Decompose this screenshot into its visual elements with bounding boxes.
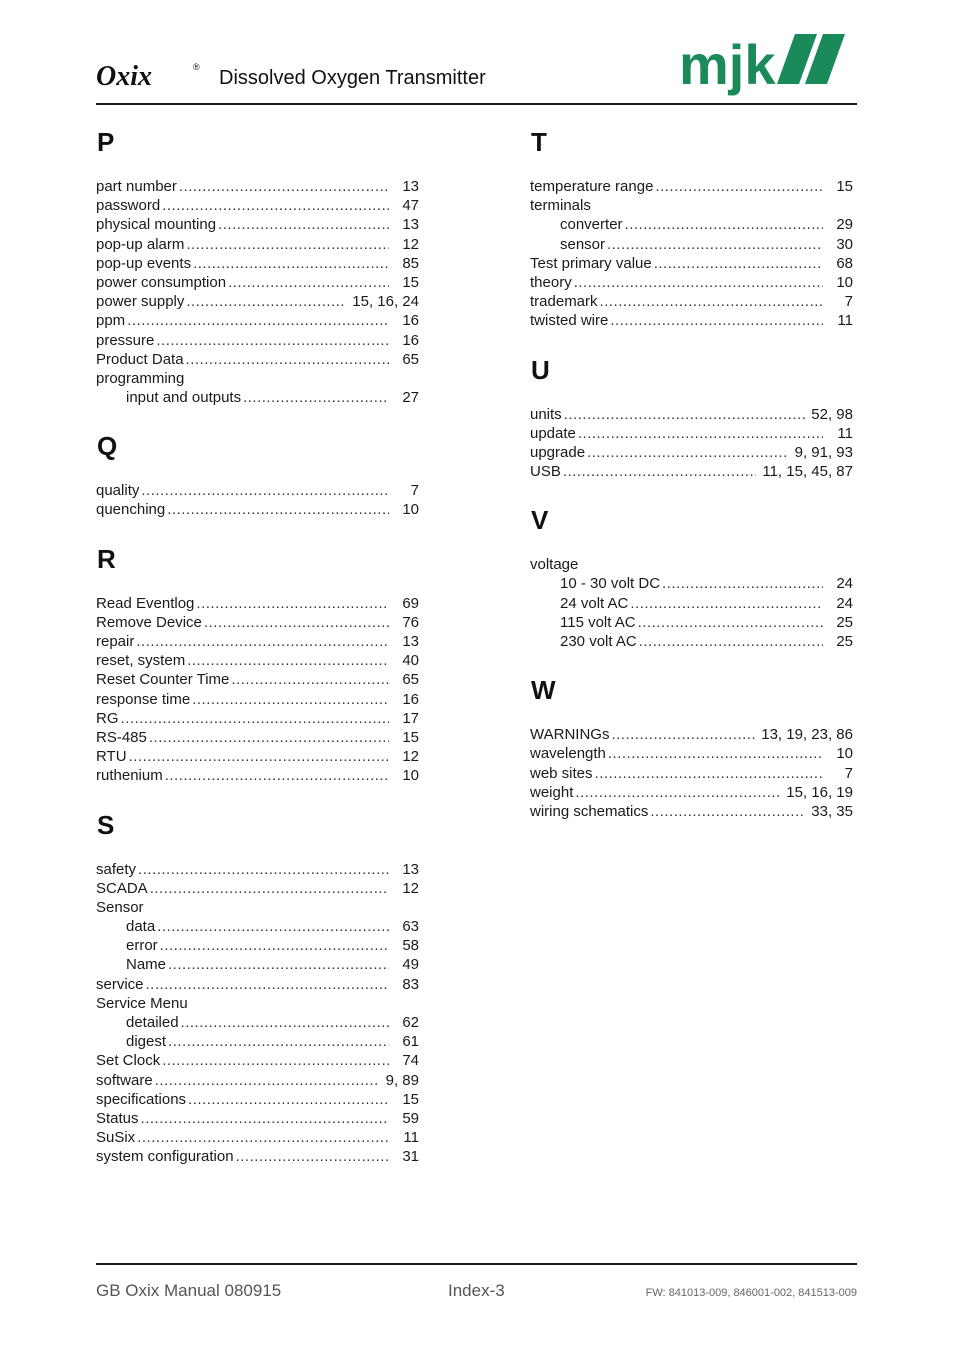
index-entry[interactable]: [530, 555, 853, 574]
index-entries: [96, 860, 419, 1167]
section-letter: T: [531, 127, 547, 157]
dot-leader: [595, 764, 823, 783]
entry-page-ref: 11: [837, 424, 853, 442]
section-letter: S: [97, 809, 115, 840]
index-entry[interactable]: [530, 802, 853, 821]
dot-leader: [160, 936, 389, 955]
dot-leader: [611, 725, 755, 744]
entry-page-ref: 40: [402, 652, 419, 670]
index-entry[interactable]: [96, 311, 419, 330]
dot-leader: [607, 235, 823, 254]
index-entry[interactable]: [530, 725, 853, 744]
dot-leader: [218, 215, 389, 234]
entry-page-ref: 9, 89: [385, 1071, 419, 1089]
index-entry[interactable]: [96, 215, 419, 234]
entry-label: Service Menu: [96, 994, 188, 1012]
entry-label: data: [126, 918, 156, 936]
dot-leader: [187, 651, 389, 670]
dot-leader: [121, 709, 390, 728]
entry-page-ref: 25: [836, 613, 853, 631]
entry-label: Sensor: [96, 898, 144, 916]
index-entry[interactable]: [96, 632, 419, 651]
entry-page-ref: 7: [844, 764, 853, 782]
entry-page-ref: 10: [402, 501, 419, 519]
entry-page-ref: 74: [402, 1052, 419, 1070]
index-entry[interactable]: [96, 975, 419, 994]
entry-page-ref: 15: [402, 1090, 419, 1108]
entry-label: software: [96, 1071, 153, 1089]
footer-firmware: FW: 841013-009, 846001-002, 841513-009: [645, 1287, 857, 1299]
index-entry[interactable]: [530, 744, 853, 763]
index-entry[interactable]: [96, 273, 419, 292]
entry-page-ref: 27: [402, 389, 419, 407]
dot-leader: [186, 350, 389, 369]
entry-page-ref: 16: [402, 331, 419, 349]
index-entry[interactable]: [96, 481, 419, 500]
index-column-left: [96, 122, 419, 1186]
entry-label: web sites: [530, 764, 593, 782]
entry-label: weight: [530, 783, 574, 801]
dot-leader: [156, 331, 389, 350]
entry-label: Name: [126, 956, 167, 974]
index-entry[interactable]: [96, 670, 419, 689]
index-entry[interactable]: [96, 879, 419, 898]
entry-label: reset, system: [96, 652, 186, 670]
index-entries: [530, 555, 853, 651]
entry-page-ref: 13: [402, 178, 419, 195]
dot-leader: [574, 273, 823, 292]
section-letter: V: [531, 505, 549, 536]
header-divider: [96, 103, 857, 105]
entry-page-ref: 76: [402, 613, 419, 631]
index-entry[interactable]: [530, 177, 853, 196]
entry-label: safety: [96, 860, 137, 878]
dot-leader: [146, 975, 389, 994]
entry-page-ref: 33, 35: [811, 802, 853, 820]
index-entries: [96, 594, 419, 786]
entry-page-ref: 10: [402, 767, 419, 785]
dot-leader: [149, 728, 389, 747]
index-entry[interactable]: [96, 235, 419, 254]
footer-manual-name: GB Oxix Manual 080915: [96, 1281, 282, 1300]
entry-label: input and outputs: [126, 389, 242, 407]
dot-leader: [162, 196, 389, 215]
entry-page-ref: 15: [836, 178, 853, 195]
index-entry[interactable]: [530, 764, 853, 783]
entry-label: part number: [96, 178, 177, 195]
entry-label: SuSix: [96, 1129, 136, 1147]
dot-leader: [243, 388, 389, 407]
entry-page-ref: 16: [402, 312, 419, 330]
entry-page-ref: 12: [402, 235, 419, 253]
index-entry[interactable]: [96, 254, 419, 273]
dot-leader: [231, 670, 389, 689]
dot-leader: [165, 766, 389, 785]
index-entry[interactable]: [96, 766, 419, 785]
entry-label: 115 volt AC: [560, 613, 636, 631]
entry-page-ref: 59: [402, 1109, 419, 1127]
entry-label: Product Data: [96, 350, 184, 368]
index-entry[interactable]: [96, 196, 419, 215]
entry-page-ref: 12: [402, 879, 419, 897]
entry-label: error: [126, 937, 158, 955]
entry-label: theory: [530, 273, 572, 291]
entry-label: SCADA: [96, 879, 148, 897]
index-entry[interactable]: [96, 331, 419, 350]
index-entry[interactable]: [530, 254, 853, 273]
index-subentry[interactable]: [96, 388, 419, 407]
dot-leader: [192, 690, 389, 709]
index-entry[interactable]: [96, 747, 419, 766]
index-entry[interactable]: [96, 709, 419, 728]
index-section-w: [530, 670, 853, 821]
dot-leader: [575, 783, 780, 802]
entry-label: RS-485: [96, 728, 147, 746]
entry-page-ref: 63: [402, 918, 419, 936]
entry-label: detailed: [126, 1014, 179, 1031]
entry-page-ref: 83: [402, 975, 419, 993]
entry-page-ref: 13: [402, 216, 419, 234]
entry-label: wavelength: [530, 745, 606, 763]
entry-page-ref: 69: [402, 594, 419, 612]
index-subentry[interactable]: [96, 936, 419, 955]
dot-leader: [155, 1071, 380, 1090]
index-entry[interactable]: [530, 424, 853, 443]
entry-label: quenching: [96, 501, 166, 519]
entry-label: twisted wire: [530, 312, 609, 330]
entry-label: digest: [126, 1033, 167, 1051]
dot-leader: [625, 215, 823, 234]
dot-leader: [186, 292, 346, 311]
index-column-right: [530, 122, 853, 840]
entry-page-ref: 25: [836, 633, 853, 650]
entry-page-ref: 52, 98: [811, 405, 853, 423]
dot-leader: [129, 747, 389, 766]
entry-page-ref: 24: [836, 575, 853, 593]
dot-leader: [150, 879, 389, 898]
entry-label: Set Clock: [96, 1052, 161, 1070]
dot-leader: [228, 273, 389, 292]
dot-leader: [188, 1090, 389, 1109]
entry-page-ref: 7: [410, 482, 419, 500]
index-entries: [96, 481, 419, 519]
entry-label: Reset Counter Time: [96, 671, 230, 689]
entry-label: pop-up events: [96, 254, 192, 272]
dot-leader: [137, 1128, 389, 1147]
entry-page-ref: 11: [837, 312, 853, 330]
index-section-v: [530, 500, 853, 651]
index-entry[interactable]: [530, 196, 853, 215]
entry-label: units: [530, 405, 562, 423]
dot-leader: [162, 1051, 389, 1070]
index-entry[interactable]: [96, 1090, 419, 1109]
entry-label: WARNINGs: [530, 726, 610, 744]
index-subentry[interactable]: [96, 955, 419, 974]
dot-leader: [179, 177, 389, 196]
dot-leader: [141, 481, 389, 500]
index-entry[interactable]: [96, 1071, 419, 1090]
index-subentry[interactable]: [530, 594, 853, 613]
entry-label: sensor: [560, 235, 606, 253]
mjk-logo-icon: [677, 30, 857, 102]
entry-label: 230 volt AC: [560, 633, 637, 650]
index-entry[interactable]: [96, 860, 419, 879]
entry-label: physical mounting: [96, 216, 217, 234]
index-entry[interactable]: [530, 292, 853, 311]
index-entries: [530, 405, 853, 482]
entry-page-ref: 13: [402, 860, 419, 878]
dot-leader: [157, 917, 389, 936]
index-entry[interactable]: [96, 994, 419, 1013]
index-subentry[interactable]: [530, 235, 853, 254]
dot-leader: [181, 1013, 389, 1032]
entry-label: wiring schematics: [530, 802, 649, 820]
entry-label: converter: [560, 216, 623, 234]
entry-label: RG: [96, 709, 119, 727]
entry-page-ref: 65: [402, 671, 419, 689]
entry-label: temperature range: [530, 178, 654, 195]
entry-label: USB: [530, 463, 561, 481]
oxix-logo-icon: [96, 61, 200, 91]
entry-page-ref: 61: [402, 1033, 419, 1051]
page-header: [96, 30, 857, 106]
entry-label: 24 volt AC: [560, 594, 629, 612]
index-entry[interactable]: [96, 1147, 419, 1166]
dot-leader: [141, 1109, 389, 1128]
section-letter: P: [97, 127, 115, 157]
entry-label: ruthenium: [96, 767, 163, 785]
dot-leader: [662, 574, 823, 593]
index-subentry[interactable]: [96, 917, 419, 936]
index-entry[interactable]: [96, 177, 419, 196]
mjk-wordmark: mjk: [679, 33, 776, 96]
entry-page-ref: 13, 19, 23, 86: [761, 726, 853, 744]
index-entry[interactable]: [96, 594, 419, 613]
dot-leader: [639, 632, 823, 651]
entry-page-ref: 11: [403, 1129, 419, 1147]
dot-leader: [196, 594, 389, 613]
entry-page-ref: 47: [402, 197, 419, 215]
entry-label: terminals: [530, 197, 591, 215]
section-letter: U: [531, 354, 550, 385]
index-entry[interactable]: [96, 1109, 419, 1128]
entry-page-ref: 31: [402, 1148, 419, 1166]
entry-label: Status: [96, 1109, 139, 1127]
entry-label: ppm: [96, 312, 126, 330]
dot-leader: [167, 500, 389, 519]
entry-page-ref: 15, 16, 24: [352, 293, 419, 311]
dot-leader: [186, 235, 389, 254]
footer-page-number: Index-3: [448, 1281, 505, 1300]
dot-leader: [608, 744, 823, 763]
entry-label: upgrade: [530, 443, 586, 461]
entry-label: system configuration: [96, 1148, 234, 1166]
dot-leader: [168, 1032, 389, 1051]
entry-page-ref: 24: [836, 594, 853, 612]
entry-page-ref: 29: [836, 216, 853, 234]
section-letter: W: [531, 675, 556, 706]
dot-leader: [168, 955, 389, 974]
index-entry[interactable]: [530, 443, 853, 462]
index-entry[interactable]: [530, 405, 853, 424]
dot-leader: [650, 802, 805, 821]
dot-leader: [564, 405, 806, 424]
dot-leader: [600, 292, 823, 311]
entry-page-ref: 62: [402, 1014, 419, 1031]
index-subentry[interactable]: [530, 632, 853, 651]
entry-label: quality: [96, 482, 140, 500]
entry-label: service: [96, 975, 144, 993]
entry-label: specifications: [96, 1090, 187, 1108]
index-entry[interactable]: [96, 1051, 419, 1070]
registered-mark: ®: [193, 62, 200, 72]
dot-leader: [204, 613, 389, 632]
entry-page-ref: 65: [402, 350, 419, 368]
entry-label: trademark: [530, 293, 598, 311]
dot-leader: [127, 311, 389, 330]
index-section-q: [96, 426, 419, 519]
section-letter: Q: [97, 431, 118, 462]
entry-label: repair: [96, 633, 135, 650]
entry-page-ref: 85: [402, 254, 419, 272]
entry-label: Remove Device: [96, 613, 202, 631]
index-subentry[interactable]: [96, 1013, 419, 1032]
index-entry[interactable]: [96, 369, 419, 388]
entry-page-ref: 7: [844, 293, 853, 311]
entry-page-ref: 68: [836, 254, 853, 272]
entry-page-ref: 49: [402, 956, 419, 974]
index-entry[interactable]: [530, 273, 853, 292]
index-entries: [530, 177, 853, 331]
entry-page-ref: 10: [836, 745, 853, 763]
entry-label: 10 - 30 volt DC: [560, 575, 661, 593]
entry-page-ref: 13: [402, 633, 419, 650]
index-entries: [96, 177, 419, 407]
entry-label: Read Eventlog: [96, 594, 195, 612]
entry-page-ref: 58: [402, 937, 419, 955]
index-entry[interactable]: [96, 690, 419, 709]
index-section-p: [96, 122, 419, 407]
dot-leader: [587, 443, 789, 462]
index-section-u: [530, 350, 853, 482]
entry-page-ref: 15: [402, 273, 419, 291]
entry-page-ref: 30: [836, 235, 853, 253]
entry-label: RTU: [96, 748, 127, 766]
entry-page-ref: 9, 91, 93: [794, 443, 853, 461]
entry-label: pressure: [96, 331, 155, 349]
dot-leader: [236, 1147, 389, 1166]
index-entries: [530, 725, 853, 821]
entry-page-ref: 15: [402, 728, 419, 746]
dot-leader: [655, 177, 823, 196]
index-section-t: [530, 122, 853, 331]
dot-leader: [138, 860, 389, 879]
index-subentry[interactable]: [530, 215, 853, 234]
entry-page-ref: 17: [402, 709, 419, 727]
index-entry[interactable]: [96, 728, 419, 747]
entry-label: pop-up alarm: [96, 235, 185, 253]
oxix-wordmark: Oxix: [96, 61, 152, 91]
index-entry[interactable]: [96, 651, 419, 670]
index-subentry[interactable]: [96, 1032, 419, 1051]
entry-page-ref: 16: [402, 690, 419, 708]
section-letter: R: [97, 543, 116, 574]
entry-page-ref: 10: [836, 273, 853, 291]
index-subentry[interactable]: [530, 613, 853, 632]
dot-leader: [638, 613, 823, 632]
index-entry[interactable]: [530, 783, 853, 802]
entry-label: power consumption: [96, 273, 227, 291]
entry-page-ref: 11, 15, 45, 87: [762, 463, 853, 481]
dot-leader: [630, 594, 823, 613]
dot-leader: [563, 462, 757, 481]
dot-leader: [610, 311, 823, 330]
index-entry[interactable]: [96, 1128, 419, 1147]
index-entry[interactable]: [530, 462, 853, 481]
dot-leader: [193, 254, 389, 273]
index-entry[interactable]: [96, 898, 419, 917]
index-subentry[interactable]: [530, 574, 853, 593]
document-title: Dissolved Oxygen Transmitter: [219, 67, 486, 89]
index-section-s: [96, 805, 419, 1167]
index-section-r: [96, 539, 419, 786]
entry-label: programming: [96, 369, 185, 387]
entry-page-ref: 15, 16, 19: [786, 783, 853, 801]
entry-label: response time: [96, 690, 191, 708]
index-entry[interactable]: [96, 500, 419, 519]
dot-leader: [136, 632, 389, 651]
footer-divider: [96, 1263, 857, 1265]
index-entry[interactable]: [96, 350, 419, 369]
index-entry[interactable]: [530, 311, 853, 330]
entry-page-ref: 12: [402, 748, 419, 766]
entry-label: password: [96, 197, 161, 215]
oxix-brand: [96, 60, 200, 92]
entry-label: Test primary value: [530, 254, 652, 272]
dot-leader: [578, 424, 823, 443]
dot-leader: [654, 254, 823, 273]
entry-label: update: [530, 424, 576, 442]
entry-label: voltage: [530, 556, 579, 574]
index-entry[interactable]: [96, 613, 419, 632]
index-entry[interactable]: [96, 292, 419, 311]
entry-label: power supply: [96, 293, 185, 311]
